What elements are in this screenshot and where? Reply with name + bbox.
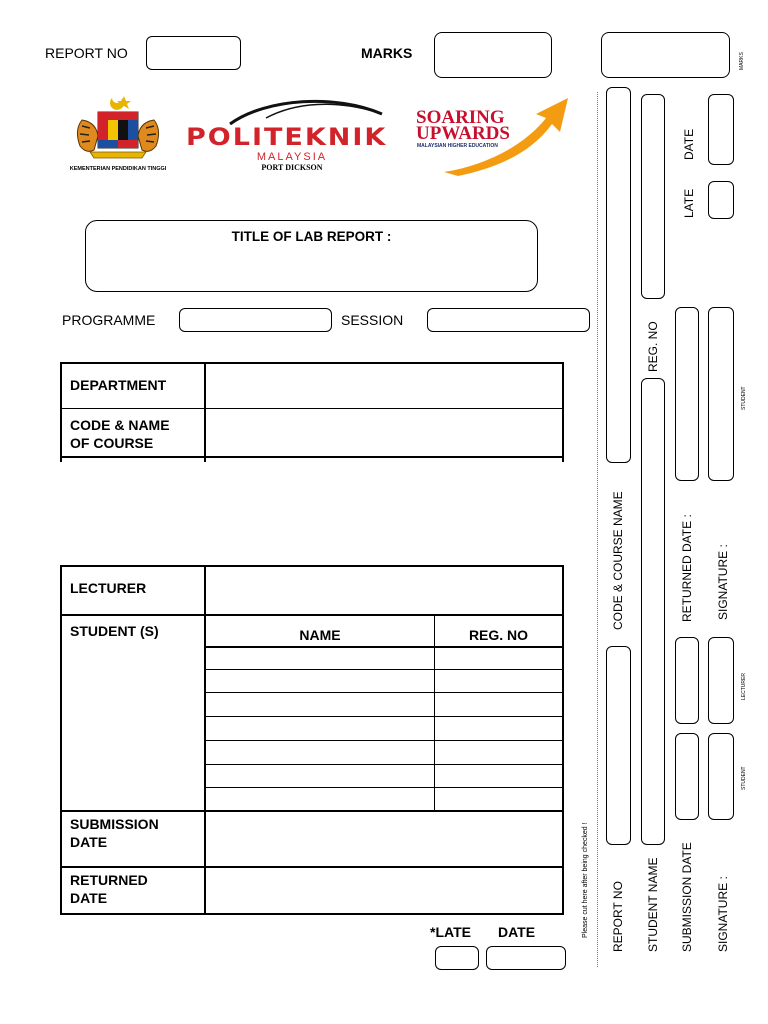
- strip-regno-field[interactable]: [641, 94, 665, 299]
- swoosh-icon: [226, 96, 386, 126]
- strip-signature-top-label: SIGNATURE :: [716, 544, 730, 620]
- strip-submission-date-field[interactable]: [675, 733, 699, 820]
- students-label: STUDENT (S): [70, 623, 159, 639]
- strip-report-no-field[interactable]: [606, 646, 631, 845]
- strip-marks-label: MARKS: [739, 52, 745, 70]
- student-name-field[interactable]: [206, 789, 433, 809]
- department-field[interactable]: [206, 364, 561, 407]
- programme-field[interactable]: [179, 308, 332, 332]
- late-label: *LATE: [430, 924, 471, 940]
- strip-code-course-field[interactable]: [606, 87, 631, 463]
- student-name-field[interactable]: [206, 671, 433, 691]
- lecturer-label: LECTURER: [70, 580, 147, 596]
- students-table: [60, 565, 564, 915]
- marks-field[interactable]: [434, 32, 552, 78]
- strip-returned-date-label: RETURNED DATE :: [680, 514, 694, 622]
- lab-title-label: TITLE OF LAB REPORT :: [231, 229, 392, 244]
- code-name-label-1: CODE & NAME: [70, 417, 170, 433]
- strip-report-no-label: REPORT NO: [611, 881, 625, 952]
- strip-marks-field[interactable]: [601, 32, 730, 78]
- submission-label-2: DATE: [70, 834, 108, 850]
- strip-student-small-top: STUDENT: [741, 386, 747, 410]
- soaring-text: SOARING: [416, 107, 505, 128]
- student-regno-field[interactable]: [436, 694, 561, 715]
- malaysia-wordmark: MALAYSIA: [256, 151, 328, 163]
- lecturer-field[interactable]: [206, 567, 561, 613]
- course-code-name-field[interactable]: [206, 410, 561, 455]
- strip-lecturer-small: LECTURER: [741, 673, 747, 700]
- late-field[interactable]: [435, 946, 479, 970]
- returned-date-field[interactable]: [206, 868, 561, 912]
- student-regno-field[interactable]: [436, 648, 561, 668]
- student-name-field[interactable]: [206, 766, 433, 786]
- date-field[interactable]: [486, 946, 566, 970]
- ministry-crest-logo: [68, 92, 168, 177]
- strip-student-name-label: STUDENT NAME: [646, 857, 660, 952]
- student-regno-field[interactable]: [436, 789, 561, 809]
- strip-returned-date-field[interactable]: [675, 307, 699, 481]
- strip-signature-bottom-label: SIGNATURE :: [716, 876, 730, 952]
- cut-note: Please cut here after being checked !: [582, 822, 589, 938]
- coat-of-arms-icon: [68, 92, 168, 164]
- port-dickson-text: PORT DICKSON: [261, 163, 323, 172]
- student-regno-field[interactable]: [436, 671, 561, 691]
- student-name-field[interactable]: [206, 694, 433, 715]
- code-name-label-2: OF COURSE: [70, 435, 154, 451]
- report-no-field[interactable]: [146, 36, 241, 70]
- returned-label-2: DATE: [70, 890, 108, 906]
- strip-late-field[interactable]: [708, 181, 734, 219]
- strip-student-signature2-field[interactable]: [708, 733, 734, 820]
- strip-regno-label: REG. NO: [646, 321, 660, 372]
- programme-label: PROGRAMME: [62, 312, 156, 328]
- report-no-label: REPORT NO: [45, 45, 128, 61]
- strip-date-field[interactable]: [708, 94, 734, 165]
- course-info-table: [60, 362, 564, 462]
- returned-label-1: RETURNED: [70, 872, 148, 888]
- submission-date-field[interactable]: [206, 812, 561, 865]
- politeknik-logo: [186, 96, 398, 176]
- submission-label-1: SUBMISSION: [70, 816, 159, 832]
- cut-line: [597, 92, 598, 967]
- student-name-field[interactable]: [206, 742, 433, 763]
- session-label: SESSION: [341, 312, 404, 328]
- regno-column-header: REG. NO: [468, 627, 529, 643]
- student-name-field[interactable]: [206, 648, 433, 668]
- upwards-text: UPWARDS: [416, 123, 510, 144]
- name-column-header: NAME: [299, 627, 341, 643]
- student-regno-field[interactable]: [436, 718, 561, 739]
- strip-submission-date-label: SUBMISSION DATE: [680, 842, 694, 952]
- strip-lecturer-signature-field[interactable]: [708, 637, 734, 724]
- lab-title-box[interactable]: [85, 220, 538, 292]
- ministry-caption: KEMENTERIAN PENDIDIKAN TINGGI: [69, 166, 167, 172]
- department-label: DEPARTMENT: [70, 377, 167, 393]
- student-name-field[interactable]: [206, 718, 433, 739]
- politeknik-wordmark: POLITEKNIK: [186, 123, 388, 152]
- strip-date-label: DATE: [682, 128, 696, 160]
- session-field[interactable]: [427, 308, 590, 332]
- strip-lecturer-date-field[interactable]: [675, 637, 699, 724]
- student-regno-field[interactable]: [436, 742, 561, 763]
- strip-student-small-bottom: STUDENT: [741, 766, 747, 790]
- marks-label: MARKS: [361, 45, 413, 61]
- strip-code-course-label: CODE & COURSE NAME: [611, 491, 625, 630]
- strip-late-label: LATE: [682, 188, 696, 218]
- soaring-upwards-logo: [414, 96, 574, 176]
- strip-student-signature-field[interactable]: [708, 307, 734, 481]
- soaring-tagline: MALAYSIAN HIGHER EDUCATION: [417, 143, 498, 149]
- student-regno-field[interactable]: [436, 766, 561, 786]
- date-label: DATE: [498, 924, 536, 940]
- strip-student-name-field[interactable]: [641, 378, 665, 845]
